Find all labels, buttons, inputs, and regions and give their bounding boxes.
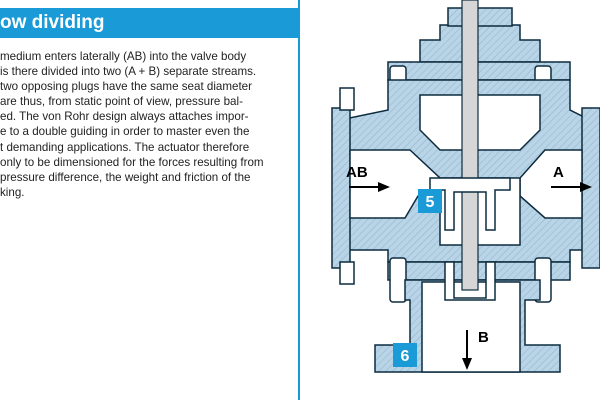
upper-chamber <box>420 95 540 150</box>
left-flange <box>332 108 350 268</box>
text-line: pressure difference, the weight and friction of the <box>0 170 251 184</box>
text-line: medium enters laterally (AB) into the valve body <box>0 50 247 63</box>
text-line: are thus, from static point of view, pressure bal- <box>0 95 243 109</box>
left-flange-bolt-bottom <box>340 262 354 284</box>
left-flange-bolt-top <box>340 88 354 110</box>
text-line: t demanding applications. The actuator therefore <box>0 140 250 154</box>
text-line: king. <box>0 185 25 199</box>
text-line: two opposing plugs have the same seat diameter <box>0 80 252 94</box>
badge-5-label: 5 <box>425 194 435 211</box>
description-paragraph <box>0 49 292 200</box>
bonnet-neck <box>448 8 512 26</box>
bonnet-top <box>420 25 540 62</box>
badge-6-label: 6 <box>400 348 410 365</box>
label-a: A <box>553 164 564 181</box>
text-line: is there divided into two (A + B) separate streams. <box>0 65 257 79</box>
section-header <box>0 8 300 38</box>
valve-stem <box>462 0 478 290</box>
bottom-flange-bolt-left <box>390 258 406 302</box>
valve-cross-section <box>302 0 600 400</box>
text-line: e to a double guiding in order to master even the <box>0 125 250 139</box>
label-ab: AB <box>346 164 368 181</box>
text-line: ed. The von Rohr design always attaches impor- <box>0 110 249 124</box>
text-line: only to be dimensioned for the forces resulting from <box>0 155 264 169</box>
valve-diagram-panel <box>302 0 600 400</box>
label-b: B <box>478 329 489 346</box>
section-title: ow dividing <box>0 12 105 33</box>
